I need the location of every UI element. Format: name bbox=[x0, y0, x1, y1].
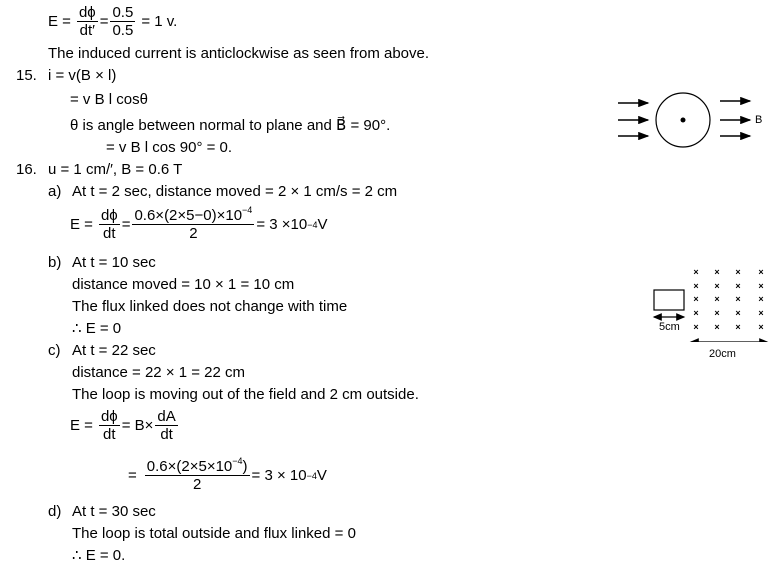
loop-field-diagram bbox=[610, 88, 770, 152]
svg-text:×: × bbox=[758, 308, 764, 318]
svg-text:×: × bbox=[693, 322, 699, 332]
question-15-number: 15. bbox=[16, 67, 37, 84]
induced-current-statement: The induced current is anticlockwise as seen from above. bbox=[48, 45, 430, 62]
svg-text:×: × bbox=[735, 294, 741, 304]
part-d-line-2: The loop is total outside and flux linked = 0 bbox=[72, 525, 356, 542]
part-a-equation: E = $\frac{d\phi}{dt}$ = $\frac{0.6\times(2\times 5-0)\times 10^{-4}}{2}$ = 3 ×10 −4 V bbox=[70, 205, 328, 242]
svg-text:×: × bbox=[714, 322, 720, 332]
q16-given: u = 1 cm/′, B = 0.6 T bbox=[48, 161, 183, 178]
svg-text:×: × bbox=[735, 281, 741, 291]
part-d-line-3: ∴ E = 0. bbox=[72, 547, 126, 564]
part-a-label: a) bbox=[48, 183, 62, 200]
q15-line-4: = v B l cos 90° = 0. bbox=[106, 139, 233, 156]
q15-line-3: θ is angle between normal to plane and B⃗ = 90°. bbox=[70, 117, 391, 134]
eq-lhs: E = bbox=[48, 13, 71, 30]
magnetic-field-into-page bbox=[693, 267, 763, 332]
part-b-label: b) bbox=[48, 254, 62, 271]
part-b-line-4: ∴ E = 0 bbox=[72, 320, 122, 337]
part-b-line-3: The flux linked does not change with time bbox=[72, 298, 348, 315]
svg-text:×: × bbox=[758, 322, 764, 332]
field-label-b: B bbox=[755, 114, 763, 126]
field-width-label: 20cm bbox=[709, 348, 736, 360]
svg-text:×: × bbox=[714, 294, 720, 304]
svg-text:×: × bbox=[714, 267, 720, 277]
loop-width-label: 5cm bbox=[659, 321, 680, 333]
svg-text:×: × bbox=[735, 267, 741, 277]
fraction-dphi-dt: $\frac{d\phi}{dt}$ bbox=[100, 408, 118, 443]
fraction-values: $\frac{0.5}{0.5}$ bbox=[112, 4, 134, 39]
part-c-line-3: The loop is moving out of the field and 2 cm outside. bbox=[72, 386, 419, 403]
fraction-dA-dt: $\frac{dA}{dt}$ bbox=[157, 408, 176, 443]
svg-text:×: × bbox=[693, 308, 699, 318]
svg-text:×: × bbox=[693, 267, 699, 277]
part-d-line-1: At t = 30 sec bbox=[72, 503, 156, 520]
part-c-line-1: At t = 22 sec bbox=[72, 342, 156, 359]
fraction-dphi-dt: $\frac{d\phi}{dt}$ bbox=[100, 207, 118, 242]
svg-text:×: × bbox=[714, 281, 720, 291]
question-16-number: 16. bbox=[16, 161, 37, 178]
part-d-label: d) bbox=[48, 503, 62, 520]
part-c-label: c) bbox=[48, 342, 61, 359]
field-arrows-left bbox=[618, 103, 648, 136]
q15-line-1: i = v(B × l) bbox=[48, 67, 117, 84]
fraction-dphi-dt: $\frac{d\phi}{dt'}$ bbox=[78, 4, 96, 39]
part-a-text: At t = 2 sec, distance moved = 2 × 1 cm/s = 2 cm bbox=[72, 183, 398, 200]
q15-line-2: = v B l cosθ bbox=[70, 91, 148, 108]
part-b-line-1: At t = 10 sec bbox=[72, 254, 156, 271]
svg-text:×: × bbox=[714, 308, 720, 318]
square-loop bbox=[654, 290, 684, 310]
center-dot bbox=[681, 118, 686, 123]
fraction-area-change: $\frac{0.6\times(2\times 5\times 10^{-4})}{2}$ bbox=[146, 456, 248, 493]
svg-text:×: × bbox=[735, 322, 741, 332]
svg-text:×: × bbox=[758, 294, 764, 304]
emf-equation-top: E = $\frac{d\phi}{dt'}$ = $\frac{0.5}{0.5}$ = 1 v. bbox=[48, 4, 178, 39]
svg-text:×: × bbox=[758, 281, 764, 291]
svg-text:×: × bbox=[693, 294, 699, 304]
svg-text:×: × bbox=[735, 308, 741, 318]
part-b-line-2: distance moved = 10 × 1 = 10 cm bbox=[72, 276, 295, 293]
field-arrows-right bbox=[720, 101, 750, 136]
svg-text:×: × bbox=[758, 267, 764, 277]
part-c-line-2: distance = 22 × 1 = 22 cm bbox=[72, 364, 246, 381]
fraction-flux-change: $\frac{0.6\times(2\times 5-0)\times 10^{-4}}{2}$ bbox=[134, 205, 253, 242]
part-c-equation-2: = $\frac{0.6\times(2\times 5\times 10^{-4})}{2}$ = 3 × 10 −4 V bbox=[128, 456, 327, 493]
svg-text:×: × bbox=[693, 281, 699, 291]
part-c-equation-1: E = $\frac{d\phi}{dt}$ = B× $\frac{dA}{dt}$ bbox=[70, 408, 176, 443]
